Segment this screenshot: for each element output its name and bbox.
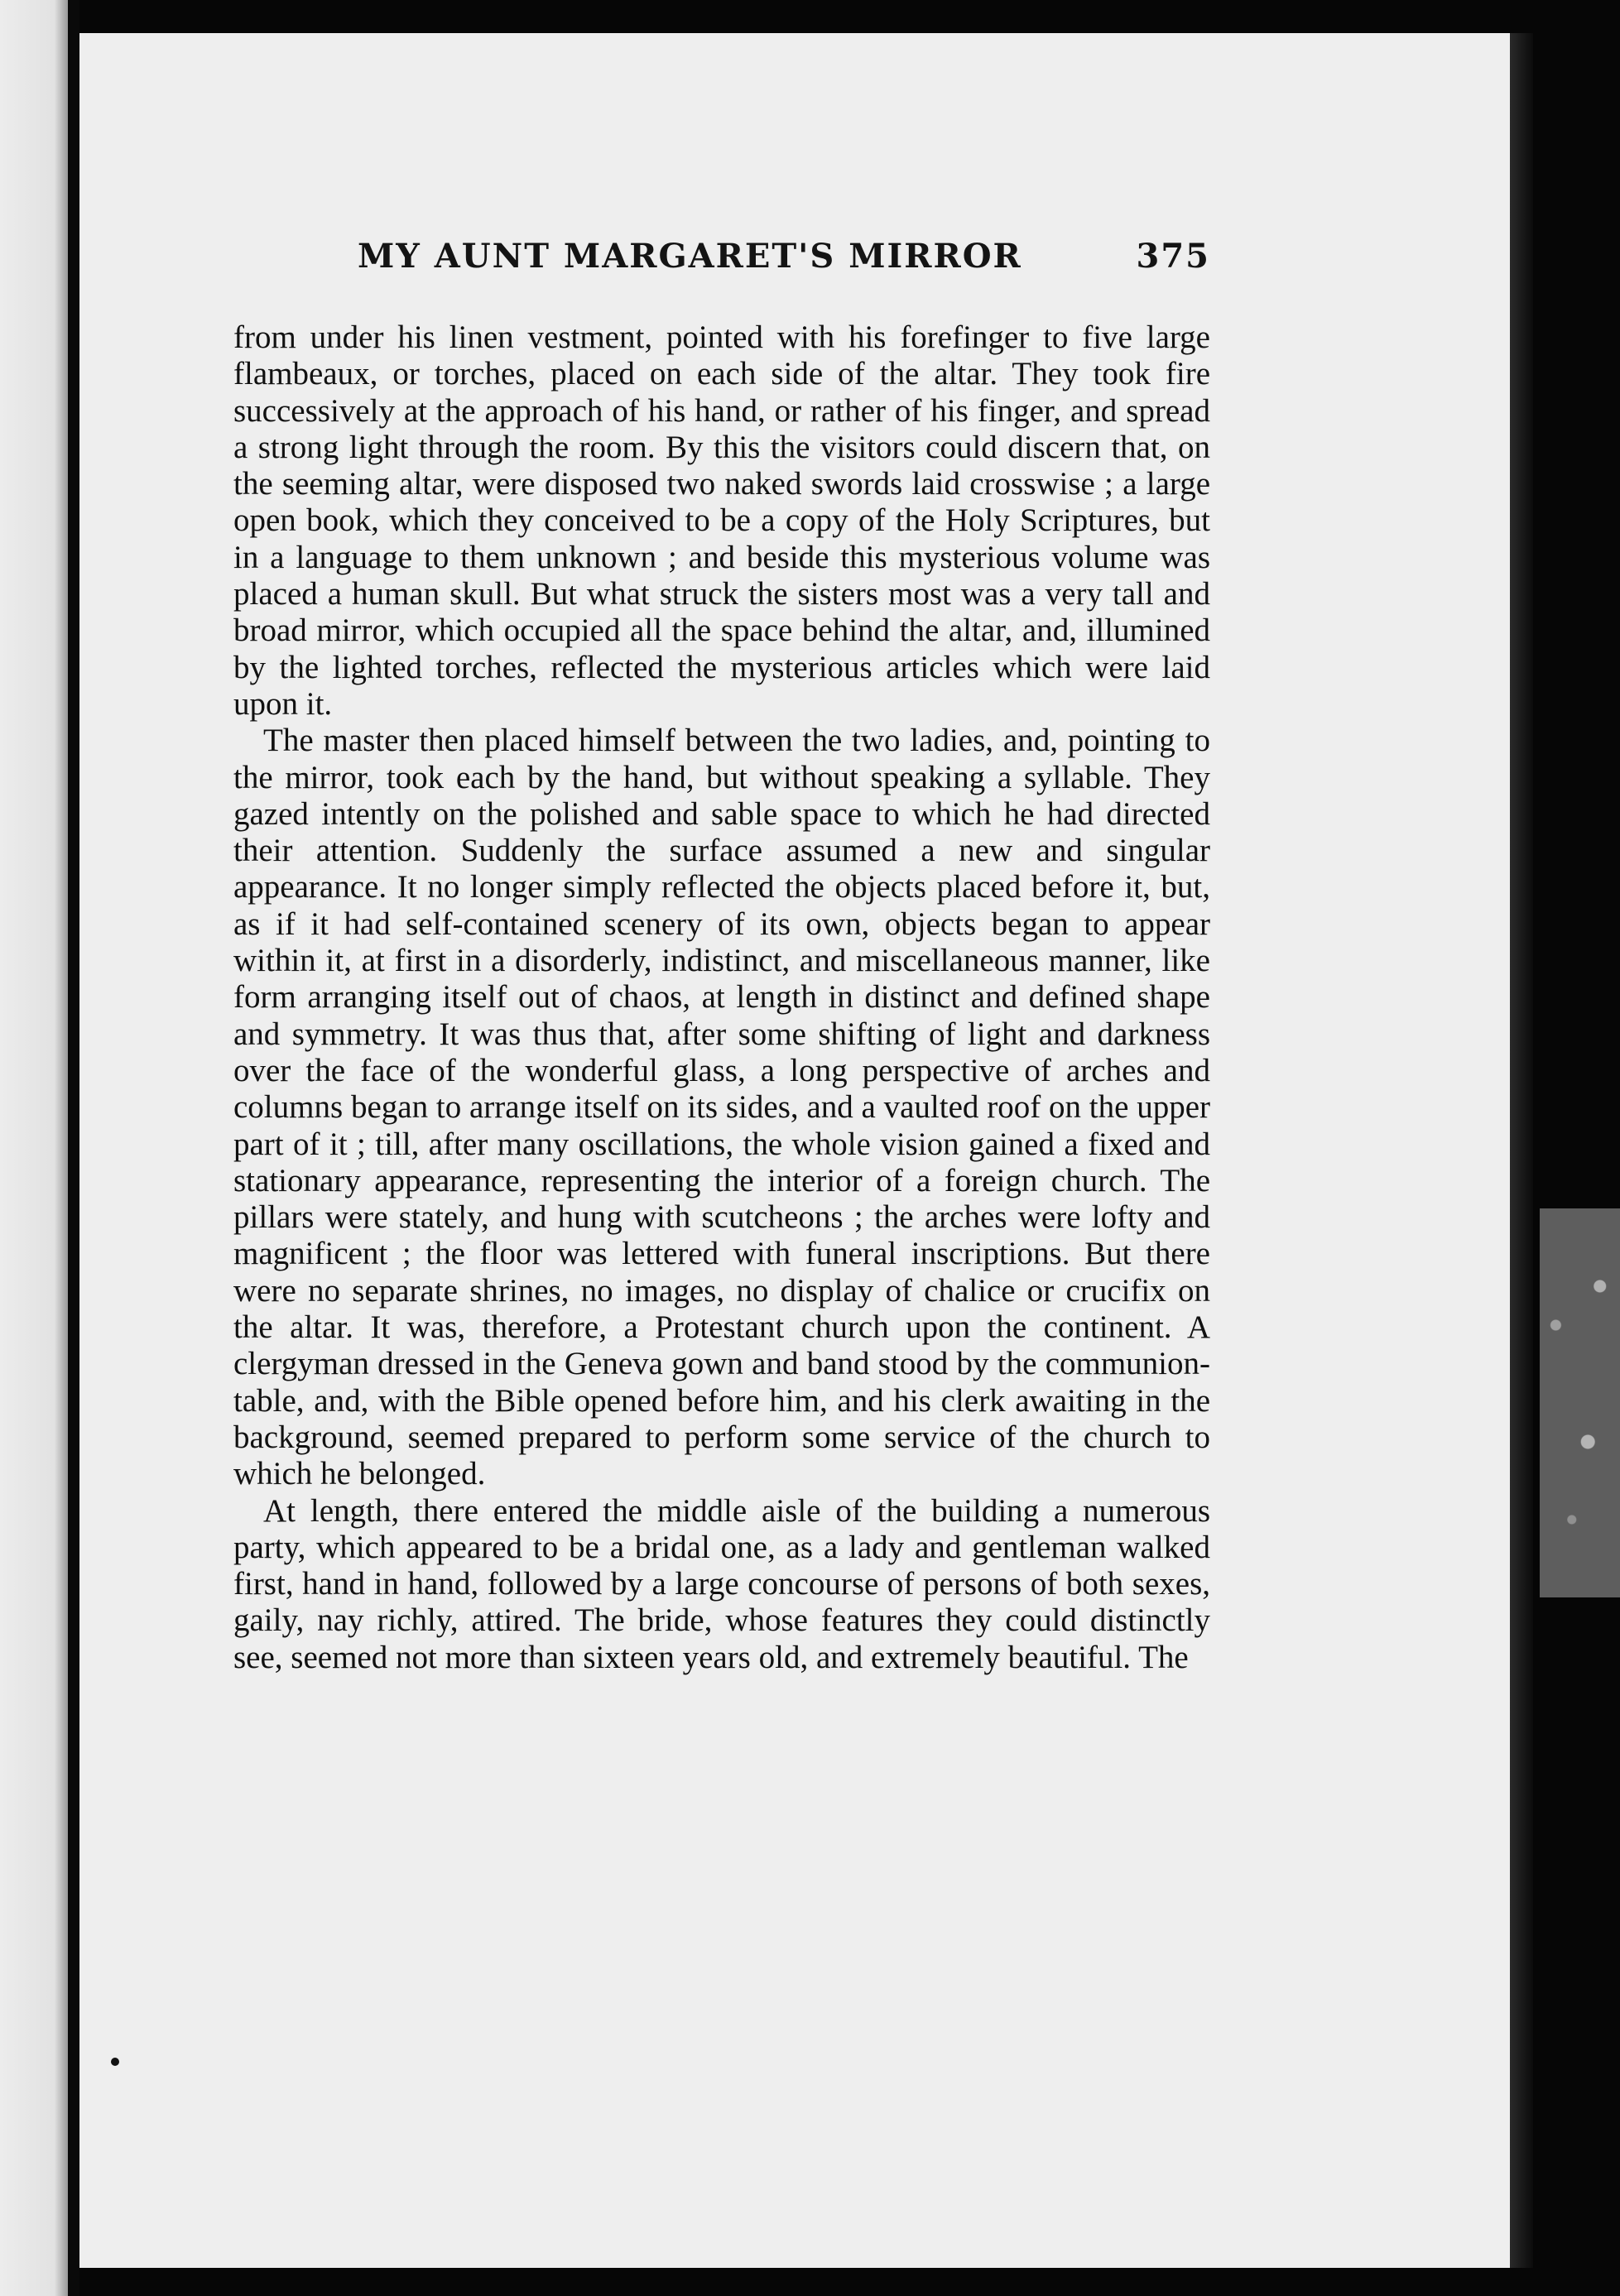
paragraph-3: At length, there entered the middle aisle of the building a numerous party, which appeared to be a bridal one, as a lady and gentleman walked first, hand in hand, followed by a large concourse of persons of both sexes, gaily, nay richly, attired. The bride, whose features they could distinctly see, seemed not more than sixteen years old, and extremely beautiful. The bbox=[233, 1492, 1210, 1675]
page-ink-dot bbox=[111, 2058, 119, 2066]
running-title: MY AUNT MARGARET'S MIRROR bbox=[358, 237, 1022, 276]
paragraph-2: The master then placed himself between the two ladies, and, pointing to the mirror, took each by the hand, but without speaking a syllable. They gazed intently on the polished and sable space to which he had directed their attention. Suddenly the surface assumed a new and singular appearance. It no longer simply reflected the objects placed before it, but, as if it had self-contained scenery of its own, objects began to appear within it, at first in a disorderly, indistinct, and miscellaneous manner, like form arranging itself out of chaos, at length in distinct and defined shape and symmetry. It was thus that, after some shifting of light and darkness over the face of the wonderful glass, a long perspective of arches and columns began to arrange itself on its sides, and a vaulted roof on the upper part of it ; till, after many oscillations, the whole vision gained a fixed and stationary appearance, representing the interior of a foreign church. The pillars were stately, and hung with scutcheons ; the arches were lofty and magnificent ; the floor was lettered with funeral inscriptions. But there were no separate shrines, no images, no display of chalice or crucifix on the altar. It was, therefore, a Protestant church upon the continent. A clergyman dressed in the Geneva gown and band stood by the communion-table, and, with the Bible opened before him, and his clerk awaiting in the background, seemed prepared to perform some service of the church to which he belonged. bbox=[233, 723, 1210, 1492]
paragraph-1: from under his linen vestment, pointed with his forefinger to five large flambeaux, or torches, placed on each side of the altar. They took fire successively at the approach of his hand, or rather of his finger, and spread a strong light through the room. By this the visitors could discern that, on the seeming altar, were disposed two naked swords laid crosswise ; a large open book, which they conceived to be a copy of the Holy Scriptures, but in a language to them unknown ; and beside this mysterious volume was placed a human skull. But what struck the sisters most was a very tall and broad mirror, which occupied all the space behind the altar, and, illumined by the lighted torches, reflected the mysterious articles which were laid upon it. bbox=[233, 319, 1210, 722]
book-gutter bbox=[68, 0, 79, 2296]
body-text bbox=[233, 319, 1210, 1676]
page-edge-shadow bbox=[1510, 33, 1533, 2268]
left-page-edge bbox=[0, 0, 68, 2296]
page-number: 375 bbox=[1136, 237, 1210, 276]
margin-speckle bbox=[1540, 1208, 1620, 1597]
running-header bbox=[233, 237, 1210, 286]
